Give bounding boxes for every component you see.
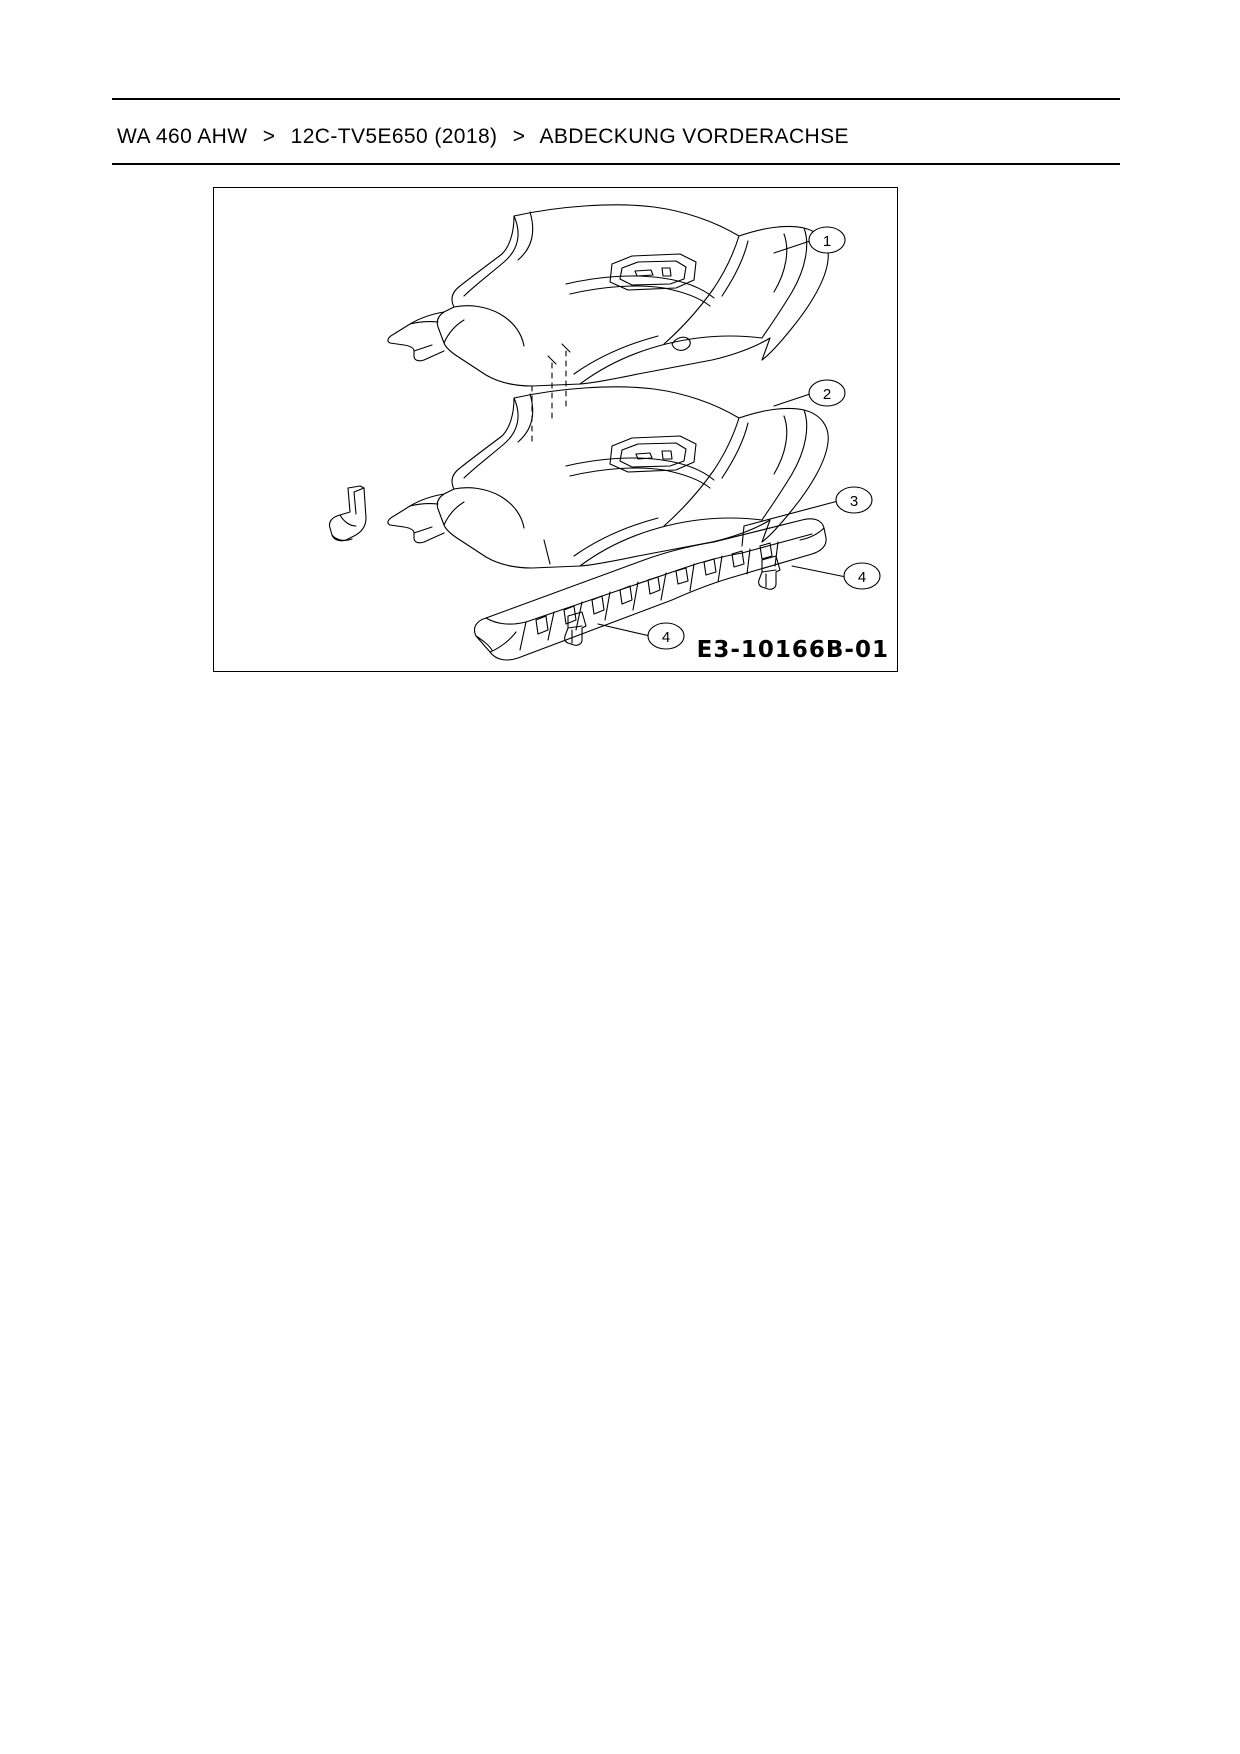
parts-diagram xyxy=(213,187,898,672)
callout-4-left-label: 4 xyxy=(661,629,671,646)
assembly-pin-marks xyxy=(548,344,570,364)
breadcrumb-item-type: 12C-TV5E650 (2018) xyxy=(290,125,498,148)
callout-3-label: 3 xyxy=(849,493,859,510)
header-rule-bottom xyxy=(112,163,1120,165)
breadcrumb xyxy=(117,126,849,147)
callout-2-label: 2 xyxy=(822,386,832,403)
callout-4-right-label: 4 xyxy=(857,569,867,586)
breadcrumb-item-section: ABDECKUNG VORDERACHSE xyxy=(539,125,849,148)
part-4-clip-right xyxy=(759,556,780,589)
figure-code: E3-10166B-01 xyxy=(696,637,889,663)
breadcrumb-separator: > xyxy=(512,125,526,148)
parts-diagram-svg xyxy=(214,188,897,671)
callout-leader-lines xyxy=(544,241,846,636)
header-rule-top xyxy=(112,98,1120,100)
assembly-guide-lines xyxy=(532,351,566,446)
breadcrumb-separator: > xyxy=(262,125,276,148)
part-1-hood-upper xyxy=(388,205,828,386)
part-2-hood-lower xyxy=(329,387,828,568)
callout-1-label: 1 xyxy=(822,233,832,250)
breadcrumb-item-model: WA 460 AHW xyxy=(117,125,248,148)
